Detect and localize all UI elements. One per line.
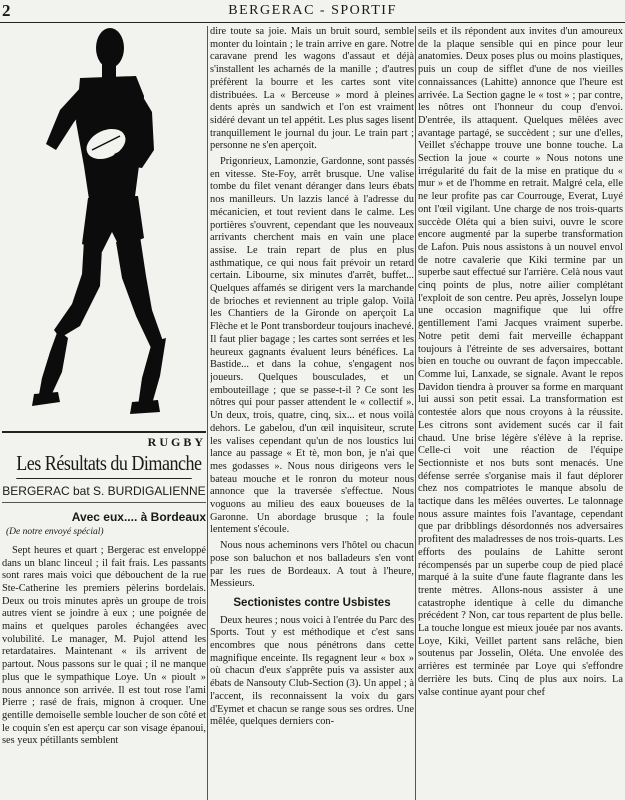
paragraph: Prigonrieux, Lamonzie, Gardonne, sont passés en vitesse. Ste-Foy, arrêt brusque. Une valise tombe du filet venant déranger dans leurs ébats nos manilleurs. Un lazzis lancé à l'adresse du mécanicien, et tout revient dans le calme. Les portières s'ouvrent, cependant que les nouveaux arrivants cherchent mais en vain une place assise. Le train repart de plus en plus asthmatique, ce qui nous fait prévoir un retard certain. Libourne, six minutes d'arrêt, buffet... Quelques affamés se dirigent vers la marchande de brioches et reviennent au triple galop. Voilà les Chantiers de la Gironde on aperçoit La Flèche et le Pont transbordeur toujours inachevé. Il faut plier bagage ; les cartes sont serrées et les heureux gagnants évaluent leurs bénéfices. La Bastide... et dans la cohue, s'engagent nos joueurs. Quelques bousculades, et un embouteillage ; que se passe-t-il ? Ce sont les nôtres qui pour passer attendent le « collectif ». Un deux, trois, quatre, cinq, six... et nous voilà dehors. Le gabelou, d'un œil inquisiteur, scrute les valises cependant qu'un de nos loustics lui lance au passage « Et tè, mon bon, je n'ai que mes godasses ». Nous nous dirigeons vers le bateau mouche et le ronron du moteur nous annonce que la traversée s'effectue. Nous voguons au milieu des eaux boueuses de la Garonne. Un abordage brusque ; la foule lentement s'écoule.	[210, 156, 414, 536]
page-header	[0, 0, 625, 23]
paragraph: Sept heures et quart ; Bergerac est enveloppé dans un blanc linceul ; il fait frais. Les passants sont rares mais voici que débouchent de la rue Ste-Catherine les premiers pèlerins bordelais. Deux ou trois minutes après un groupe de trois autres vient se joindre à eux ; une poignée de mains et quelques paroles échangées avec volubilité. Le manager, M. Pujol attend les retardataires. Maintenant « ils arrivent de partout. Nous passons sur le quai ; il ne manque plus que le sympathique Loye. Un « pioult » nous annonce son arrivée. Il est tout rose l'ami Pierre ; rasé de frais, mignon à croquer. Une gentille demoiselle semble loucher de son côté et le coquin s'en est aperçu car son visage épanoui, ses yeux pétillants semblent	[2, 544, 206, 747]
rugby-player-illustration	[2, 26, 206, 426]
right-column	[418, 26, 623, 800]
paragraph: dire toute sa joie. Mais un bruit sourd, semble monter du lointain ; le train arrive en gare. Notre caravane prend les wagons d'assaut et déjà s'installent les acharnés de la manille ; d'autres préfèrent la bourre et les cartes sont vite distribuées. La « Berceuse » mord à pleines dents après un sandwich et l'on est vraiment sidéré devant un tel appétit. Les plus sages lisent tranquillement le journal du jour. Le train part ; personne ne s'en aperçoit.	[210, 26, 414, 152]
paragraph: Deux heures ; nous voici à l'entrée du Parc des Sports. Tout y est méthodique et c'est sans encombres que nous pénétrons dans cette magnifique enceinte. Ils regagnent leur « box » où chacun d'eux s'apprête puis va assister aux ébats de Nansouty Club-Section (3). Un appel ; à l'accent, ils reconnaissent la voix du gars d'Eymet et chacun se range sous ses ordres. Une mêlée, quelques derniers con-	[210, 614, 414, 728]
middle-column	[210, 26, 414, 800]
headline: Les Résultats du Dimanche	[16, 451, 191, 479]
newspaper-title: BERGERAC - SPORTIF	[228, 3, 397, 18]
section-title: Sectionistes contre Usbistes	[233, 596, 391, 609]
match-result: BERGERAC bat S. BURDIGALIENNE	[2, 485, 206, 504]
byline: (De notre envoyé spécial)	[6, 527, 104, 538]
article-intro	[2, 431, 206, 751]
page-number: 2	[2, 1, 11, 20]
paragraph: Nous nous acheminons vers l'hôtel ou chacun pose son baluchon et nos balladeurs s'en vont par les rues de Bordeaux. A tout à l'heure, Messieurs.	[210, 540, 414, 590]
section-kicker: RUGBY	[2, 431, 206, 449]
paragraph: seils et ils répondent aux invites d'un amoureux de la plaque sensible qui en pince pour leur anatomies. Deux poses plus ou moins plastiques, puis un coup de sifflet d'une de nos vieilles connaissances (Lahitte) annonce que l'heure est arrivée. La Section gagne le « tost » ; par contre, les nôtres ont l'honneur du coup d'envoi. D'entrée, ils attaquent. Quelques mêlées avec avantage partagé, se succèdent ; sur une d'elles, Veillet s'échappe trouve une bonne touche. La Section la joue « courte » Nous notons une irrégularité du fait de la mise en pratique du « mur » et de l'homme en retrait. Malgré cela, elle ne leur profite pas car Courrouge, Everat, Luyé ont l'œil vigilant. Une charge de nos trois-quarts succède Oléta qui a bien suivi, ouvre le score encore augmenté par la superbe transformation de Lafon. Puis nous assistons à un nouvel envol de notre cavalerie que Kiki termine par un superbe saut effectué sur l'arrière. Celà nous vaut cinq points de plus, notre ailier complétant l'exploit de son centre. Peu après, Josselyn loupe une occasion magnifique que lui offre gentillement l'ami Jacques vraiment superbe. Notre petit demi fait merveille échappant toujours à l'étreinte de ses adversaires, bottant bien en touche ou ouvrant de façon impeccable. Comme lui, Lanxade, se signale. Avant le repos Davidon tiendra à prouver sa forme en marquant lui aussi son petit essai. La transformation est contestée alors que nous croyons à la réussite. Les citrons sont avidement sucés car il fait chaud. Une brise légère s'élève à la reprise. Celle-ci voit une réaction de l'équipe Sectionniste et nos buts sont menacés. Une défense serrée s'organise mais il faut déplorer chez nos compatriotes le manque absolu de tactique dans les mêlées ouvertes. Le talonnage nous assure maintes fois l'avantage, cependant que par dribblings désordonnés nos adversaires profitent des maladresses de nos trois-quarts. Les efforts des poulains de Lahitte seront récompensés par un superbe coup de pied placé marqué à la suite d'une faute flagrante dans les trente mètres. Allons-nous assister à une catastrophe identique à celle du dimanche précédent ? Non, car tous repartent de plus belle. La touche longue est mieux jouée par nos avants. Loye, Kiki, Veillet partent sans relâche, bien soutenus par Josselin, Oléta. Une envolée des arrières est terminée par Loye qui s'effondre derrière les buts. Cinq de plus aux noirs. La valse continue ayant pour chef	[418, 26, 623, 698]
left-column	[2, 26, 206, 800]
column-divider	[415, 26, 416, 800]
column-divider	[207, 26, 208, 800]
subheadline: Avec eux.... à Bordeaux	[71, 510, 206, 525]
